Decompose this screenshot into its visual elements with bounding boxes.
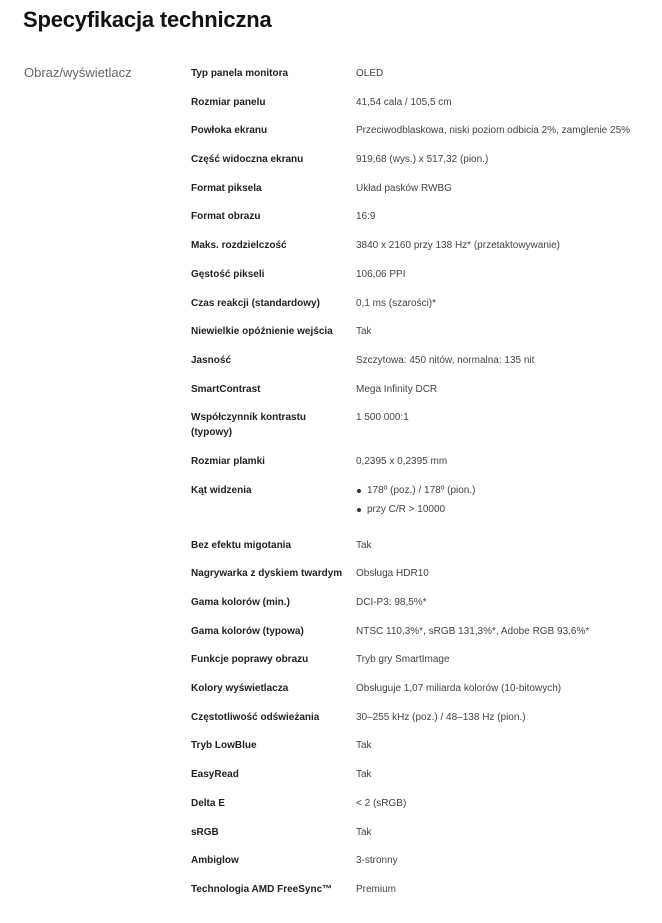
spec-label: Typ panela monitora bbox=[191, 68, 289, 79]
spec-label: Rozmiar plamki bbox=[191, 455, 265, 467]
spec-value: Mega Infinity DCR bbox=[356, 383, 438, 395]
spec-value: OLED bbox=[356, 68, 384, 79]
spec-value: Tak bbox=[356, 826, 372, 838]
spec-row bbox=[191, 617, 661, 646]
spec-row bbox=[191, 645, 661, 674]
spec-table bbox=[191, 59, 661, 904]
spec-value: Obsługuje 1,07 miliarda kolorów (10-bitowych) bbox=[356, 683, 562, 695]
spec-label: Tryb LowBlue bbox=[191, 740, 257, 752]
spec-label: Ambiglow bbox=[191, 855, 239, 867]
spec-row bbox=[191, 588, 661, 617]
spec-value: < 2 (sRGB) bbox=[356, 797, 407, 809]
spec-row bbox=[191, 559, 661, 588]
spec-value: Obsługa HDR10 bbox=[356, 568, 429, 580]
spec-row bbox=[191, 846, 661, 875]
spec-value: Premium bbox=[356, 883, 397, 895]
spec-label: Technologia AMD FreeSync™ bbox=[191, 883, 333, 895]
spec-label: Nagrywarka z dyskiem twardym bbox=[191, 568, 343, 580]
spec-label: Rozmiar panelu bbox=[191, 96, 266, 108]
spec-row bbox=[191, 789, 661, 818]
spec-value: 3840 x 2160 przy 138 Hz* (przetaktowywanie) bbox=[356, 240, 560, 252]
spec-value-bullet: przy C/R > 10000 bbox=[356, 502, 661, 517]
spec-row bbox=[191, 260, 661, 289]
spec-label: Gęstość pikseli bbox=[191, 268, 265, 280]
spec-value: Tak bbox=[356, 326, 372, 338]
spec-row bbox=[191, 403, 661, 447]
spec-row bbox=[191, 231, 661, 260]
spec-label: Format obrazu bbox=[191, 211, 261, 223]
spec-value: NTSC 110,3%*, sRGB 131,3%*, Adobe RGB 93,6%* bbox=[356, 625, 590, 637]
spec-row bbox=[191, 476, 661, 531]
spec-label: Kąt widzenia bbox=[191, 484, 252, 496]
spec-value: 30–255 kHz (poz.) / 48–138 Hz (pion.) bbox=[356, 711, 526, 723]
spec-label: Czas reakcji (standardowy) bbox=[191, 297, 320, 309]
spec-label: SmartContrast bbox=[191, 383, 261, 395]
spec-row bbox=[191, 145, 661, 174]
spec-label: Maks. rozdzielczość bbox=[191, 240, 287, 252]
spec-value: Tak bbox=[356, 740, 372, 752]
spec-label: Kolory wyświetlacza bbox=[191, 683, 289, 695]
spec-row bbox=[191, 674, 661, 703]
spec-label: Gama kolorów (typowa) bbox=[191, 625, 304, 637]
spec-row bbox=[191, 174, 661, 203]
spec-value: 106,06 PPI bbox=[356, 268, 406, 280]
spec-label: Gama kolorów (min.) bbox=[191, 597, 290, 608]
section-label: Obraz/wyświetlacz bbox=[24, 65, 132, 80]
spec-value: 41,54 cala / 105,5 cm bbox=[356, 96, 452, 108]
spec-value: Tryb gry SmartImage bbox=[356, 654, 450, 666]
spec-row bbox=[191, 531, 661, 560]
spec-value bbox=[356, 483, 661, 521]
spec-value: 0,2395 x 0,2395 mm bbox=[356, 455, 448, 467]
spec-label: Delta E bbox=[191, 797, 225, 809]
spec-value-list bbox=[356, 483, 661, 517]
spec-value: DCI-P3: 98,5%* bbox=[356, 597, 427, 608]
spec-value: 16:9 bbox=[356, 211, 376, 223]
spec-label: Powłoka ekranu bbox=[191, 125, 268, 137]
spec-value: 1 500 000:1 bbox=[356, 412, 409, 424]
spec-label: sRGB bbox=[191, 826, 219, 838]
spec-row bbox=[191, 59, 661, 88]
spec-value: Układ pasków RWBG bbox=[356, 182, 452, 194]
spec-row bbox=[191, 703, 661, 732]
spec-label: Niewielkie opóźnienie wejścia bbox=[191, 326, 333, 338]
spec-row bbox=[191, 375, 661, 404]
spec-label: Część widoczna ekranu bbox=[191, 154, 304, 166]
spec-label: Jasność bbox=[191, 354, 232, 366]
spec-row bbox=[191, 317, 661, 346]
spec-row bbox=[191, 818, 661, 847]
spec-row bbox=[191, 116, 661, 145]
spec-row bbox=[191, 88, 661, 117]
spec-value: Szczytowa: 450 nitów, normalna: 135 nit bbox=[356, 354, 535, 366]
spec-value: 919,68 (wys.) x 517,32 (pion.) bbox=[356, 154, 489, 166]
spec-label: Funkcje poprawy obrazu bbox=[191, 654, 309, 666]
spec-value: Tak bbox=[356, 769, 372, 781]
spec-row bbox=[191, 875, 661, 904]
spec-row bbox=[191, 289, 661, 318]
spec-label: EasyRead bbox=[191, 769, 239, 781]
spec-value: Przeciwodblaskowa, niski poziom odbicia 2%, zamglenie 25% bbox=[356, 125, 631, 137]
spec-label: Bez efektu migotania bbox=[191, 539, 292, 551]
spec-value: 0,1 ms (szarości)* bbox=[356, 297, 437, 309]
spec-row bbox=[191, 202, 661, 231]
spec-row bbox=[191, 760, 661, 789]
spec-value: Tak bbox=[356, 539, 372, 551]
spec-row bbox=[191, 346, 661, 375]
spec-label: Współczynnik kontrastu (typowy) bbox=[191, 412, 307, 439]
spec-label: Częstotliwość odświeżania bbox=[191, 711, 320, 723]
spec-row bbox=[191, 731, 661, 760]
spec-value-bullet: 178º (poz.) / 178º (pion.) bbox=[356, 483, 661, 498]
spec-value: 3-stronny bbox=[356, 855, 398, 867]
spec-row bbox=[191, 447, 661, 476]
page-title: Specyfikacja techniczna bbox=[23, 7, 272, 32]
spec-label: Format piksela bbox=[191, 182, 262, 194]
